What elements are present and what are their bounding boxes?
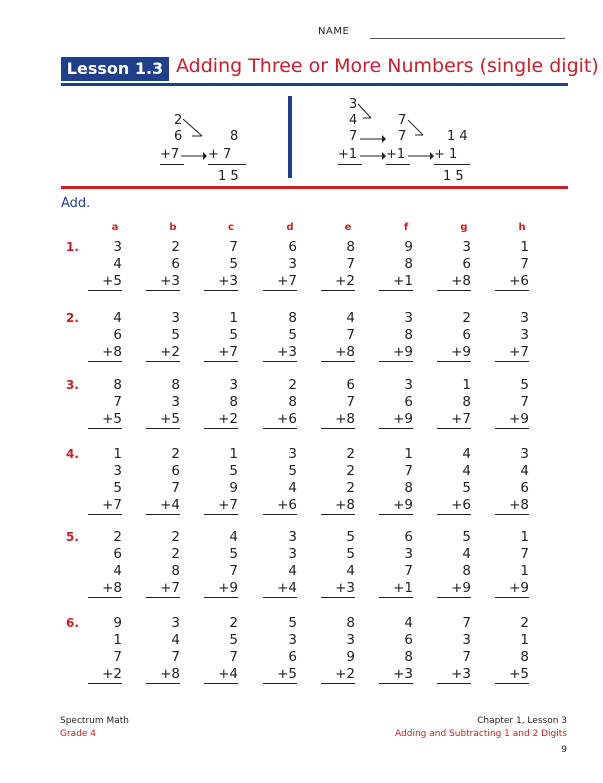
problem-addend: 3 (404, 310, 413, 326)
example-left-addend-2: 6 (174, 129, 183, 144)
row-number: 3. (66, 378, 79, 392)
problem-addend: 2 (171, 446, 180, 462)
problem-last-addend: +4 (204, 666, 238, 684)
problem-last-addend: +9 (379, 344, 413, 362)
instruction-label: Add. (61, 196, 91, 211)
problem-addend: 7 (404, 563, 413, 579)
problem-addend: 4 (288, 480, 297, 496)
problem-addend: 1 (520, 529, 529, 545)
problem-1-c (204, 239, 238, 313)
problem-4-a (88, 446, 122, 537)
answer-space[interactable] (321, 684, 355, 706)
problem-addend: 3 (288, 529, 297, 545)
problem-addend: 7 (404, 463, 413, 479)
problem-addend: 8 (404, 256, 413, 272)
problem-addend: 3 (113, 463, 122, 479)
problem-last-addend: +8 (495, 497, 529, 515)
problem-addend: 3 (288, 632, 297, 648)
problem-3-e (321, 377, 355, 451)
problem-addend: 4 (113, 310, 122, 326)
problem-addend: 3 (171, 394, 180, 410)
problem-2-a (88, 310, 122, 384)
problem-6-d (263, 615, 297, 706)
problem-last-addend: +3 (204, 273, 238, 291)
problem-addend: 5 (113, 480, 122, 496)
problem-addend: 8 (288, 310, 297, 326)
footer-publisher: Spectrum Math (60, 716, 129, 726)
problem-addend: 8 (404, 480, 413, 496)
section-rule (61, 186, 568, 189)
problem-4-g (437, 446, 471, 537)
problem-addend: 5 (462, 529, 471, 545)
problem-addend: 7 (520, 394, 529, 410)
problem-addend: 2 (288, 377, 297, 393)
problem-addend: 2 (346, 463, 355, 479)
problem-1-g (437, 239, 471, 313)
problem-6-g (437, 615, 471, 706)
problem-addend: 3 (404, 377, 413, 393)
footer-grade: Grade 4 (60, 729, 97, 739)
problem-addend: 4 (346, 310, 355, 326)
problem-last-addend: +1 (379, 273, 413, 291)
problem-addend: 3 (229, 377, 238, 393)
problem-addend: 3 (462, 239, 471, 255)
problem-6-a (88, 615, 122, 706)
problem-addend: 6 (462, 256, 471, 272)
right-arrow-icon (360, 151, 386, 161)
column-letter-b: b (169, 222, 177, 233)
problem-2-d (263, 310, 297, 384)
problem-addend: 6 (171, 463, 180, 479)
problem-addend: 3 (288, 446, 297, 462)
problem-addend: 9 (113, 615, 122, 631)
problem-2-e (321, 310, 355, 384)
column-letter-g: g (460, 222, 468, 233)
problem-5-e (321, 529, 355, 620)
footer-topic: Adding and Subtracting 1 and 2 Digits (395, 729, 567, 739)
example-right-partial-2: 7 (398, 129, 407, 144)
column-letter-e: e (344, 222, 352, 233)
problem-addend: 2 (113, 529, 122, 545)
problem-4-h (495, 446, 529, 537)
problem-5-h (495, 529, 529, 620)
problem-addend: 7 (346, 394, 355, 410)
diagonal-arrow-icon (357, 103, 387, 127)
problem-addend: 2 (520, 615, 529, 631)
row-number: 6. (66, 616, 79, 630)
problem-addend: 9 (346, 649, 355, 665)
problem-last-addend: +7 (495, 344, 529, 362)
problem-addend: 1 (404, 446, 413, 462)
row-number: 2. (66, 311, 79, 325)
problem-3-f (379, 377, 413, 451)
problem-last-addend: +3 (379, 666, 413, 684)
problem-addend: 8 (462, 394, 471, 410)
problem-last-addend: +2 (146, 344, 180, 362)
problem-addend: 8 (346, 615, 355, 631)
problem-addend: 7 (171, 480, 180, 496)
problem-last-addend: +6 (263, 411, 297, 429)
problem-2-g (437, 310, 471, 384)
problem-last-addend: +7 (204, 497, 238, 515)
problem-addend: 3 (346, 632, 355, 648)
problem-addend: 4 (229, 529, 238, 545)
example-right-partial-3: 1 4 (447, 129, 468, 144)
problem-addend: 4 (462, 446, 471, 462)
problem-last-addend: +9 (495, 580, 529, 598)
problem-last-addend: +8 (88, 344, 122, 362)
problem-addend: 4 (462, 546, 471, 562)
problem-last-addend: +9 (437, 344, 471, 362)
problem-last-addend: +2 (321, 273, 355, 291)
problem-last-addend: +8 (321, 411, 355, 429)
example-right-addend-1: 3 (349, 97, 358, 112)
problem-addend: 4 (520, 463, 529, 479)
problem-addend: 7 (346, 327, 355, 343)
problem-addend: 2 (346, 446, 355, 462)
problem-addend: 5 (171, 327, 180, 343)
answer-space[interactable] (379, 684, 413, 706)
problem-last-addend: +9 (204, 580, 238, 598)
problem-addend: 5 (288, 327, 297, 343)
problem-6-e (321, 615, 355, 706)
problem-addend: 5 (229, 546, 238, 562)
column-letter-f: f (403, 222, 409, 233)
problem-last-addend: +3 (437, 666, 471, 684)
problem-4-b (146, 446, 180, 537)
problem-5-d (263, 529, 297, 620)
problem-addend: 5 (288, 615, 297, 631)
problem-1-a (88, 239, 122, 313)
problem-addend: 1 (520, 632, 529, 648)
problem-addend: 4 (462, 463, 471, 479)
problem-addend: 2 (346, 480, 355, 496)
problem-addend: 8 (404, 327, 413, 343)
problem-addend: 4 (113, 256, 122, 272)
lesson-title: Adding Three or More Numbers (single digit) (176, 55, 599, 77)
problem-addend: 4 (404, 615, 413, 631)
example-right-underline-2 (386, 164, 410, 165)
problem-last-addend: +5 (146, 411, 180, 429)
problem-last-addend: +9 (379, 411, 413, 429)
problem-last-addend: +5 (495, 666, 529, 684)
diagonal-arrow-icon (182, 118, 212, 142)
problem-addend: 1 (229, 310, 238, 326)
problem-last-addend: +2 (88, 666, 122, 684)
problem-3-a (88, 377, 122, 451)
problem-2-b (146, 310, 180, 384)
problem-last-addend: +2 (321, 666, 355, 684)
problem-addend: 3 (113, 239, 122, 255)
problem-addend: 1 (520, 239, 529, 255)
problem-5-b (146, 529, 180, 620)
problem-last-addend: +6 (437, 497, 471, 515)
problem-5-a (88, 529, 122, 620)
problem-1-e (321, 239, 355, 313)
problem-4-e (321, 446, 355, 537)
title-rule (61, 83, 568, 86)
problem-addend: 8 (171, 563, 180, 579)
problem-6-b (146, 615, 180, 706)
problem-addend: 5 (346, 529, 355, 545)
problem-addend: 7 (520, 256, 529, 272)
problem-addend: 7 (171, 649, 180, 665)
problem-3-h (495, 377, 529, 451)
problem-addend: 3 (288, 546, 297, 562)
problem-addend: 8 (404, 649, 413, 665)
problem-addend: 5 (520, 377, 529, 393)
name-field-line[interactable] (370, 38, 565, 39)
problem-addend: 1 (229, 446, 238, 462)
problem-addend: 7 (113, 394, 122, 410)
example-right-partial-1: 7 (398, 113, 407, 128)
problem-addend: 5 (346, 546, 355, 562)
problem-addend: 6 (346, 377, 355, 393)
problem-addend: 5 (229, 463, 238, 479)
problem-addend: 6 (113, 546, 122, 562)
right-arrow-icon (408, 151, 434, 161)
problem-addend: 5 (288, 463, 297, 479)
example-right-total: 1 5 (443, 169, 464, 184)
problem-addend: 7 (346, 256, 355, 272)
row-number: 5. (66, 530, 79, 544)
example-right-underline-1 (338, 164, 362, 165)
problem-addend: 6 (404, 529, 413, 545)
problem-last-addend: +6 (263, 497, 297, 515)
problem-addend: 1 (462, 377, 471, 393)
problem-addend: 7 (229, 649, 238, 665)
problem-addend: 6 (113, 327, 122, 343)
problem-last-addend: +9 (379, 497, 413, 515)
problem-addend: 7 (462, 615, 471, 631)
example-right-addend-4: +1 (338, 147, 358, 162)
problem-addend: 7 (229, 239, 238, 255)
problem-4-c (204, 446, 238, 537)
row-number: 4. (66, 447, 79, 461)
problem-addend: 6 (520, 480, 529, 496)
row-number: 1. (66, 240, 79, 254)
problem-addend: 8 (113, 377, 122, 393)
problem-addend: 5 (229, 327, 238, 343)
problem-addend: 5 (229, 632, 238, 648)
problem-addend: 1 (113, 446, 122, 462)
example-left-underline-2 (208, 164, 246, 165)
example-left-addend-1: 2 (174, 113, 183, 128)
right-arrow-icon (360, 134, 386, 144)
problem-last-addend: +9 (437, 580, 471, 598)
column-letter-d: d (286, 222, 294, 233)
problem-last-addend: +3 (146, 273, 180, 291)
problem-last-addend: +8 (437, 273, 471, 291)
problem-addend: 3 (288, 256, 297, 272)
problem-5-f (379, 529, 413, 620)
problem-addend: 3 (404, 546, 413, 562)
example-right-addend-3: 7 (349, 129, 358, 144)
problem-last-addend: +5 (88, 411, 122, 429)
problem-addend: 3 (520, 310, 529, 326)
problem-addend: 8 (462, 563, 471, 579)
problem-addend: 1 (520, 563, 529, 579)
problem-addend: 6 (288, 239, 297, 255)
problem-last-addend: +9 (495, 411, 529, 429)
problem-last-addend: +8 (146, 666, 180, 684)
problem-last-addend: +7 (146, 580, 180, 598)
problem-5-c (204, 529, 238, 620)
example-left-addend-3: +7 (160, 147, 180, 162)
problem-3-g (437, 377, 471, 451)
problem-last-addend: +6 (495, 273, 529, 291)
problem-last-addend: +8 (88, 580, 122, 598)
problem-addend: 8 (171, 377, 180, 393)
lesson-badge: Lesson 1.3 (61, 57, 169, 81)
problem-last-addend: +7 (88, 497, 122, 515)
problem-addend: 1 (113, 632, 122, 648)
problem-last-addend: +1 (379, 580, 413, 598)
problem-addend: 6 (462, 327, 471, 343)
column-letter-h: h (518, 222, 526, 233)
problem-last-addend: +5 (263, 666, 297, 684)
problem-1-b (146, 239, 180, 313)
problem-last-addend: +7 (437, 411, 471, 429)
problem-addend: 7 (229, 563, 238, 579)
example-right-addend-2: 4 (349, 113, 358, 128)
problem-addend: 6 (404, 394, 413, 410)
name-label: NAME (318, 26, 350, 37)
problem-2-c (204, 310, 238, 384)
column-letter-c: c (228, 222, 234, 233)
problem-4-d (263, 446, 297, 537)
problem-addend: 7 (113, 649, 122, 665)
footer-chapter: Chapter 1, Lesson 3 (477, 716, 567, 726)
problem-4-f (379, 446, 413, 537)
problem-addend: 4 (288, 563, 297, 579)
example-divider (288, 96, 292, 178)
problem-last-addend: +5 (88, 273, 122, 291)
problem-addend: 2 (462, 310, 471, 326)
problem-last-addend: +2 (204, 411, 238, 429)
problem-last-addend: +7 (263, 273, 297, 291)
example-left-underline-1 (160, 164, 184, 165)
problem-last-addend: +3 (263, 344, 297, 362)
problem-last-addend: +4 (263, 580, 297, 598)
problem-addend: 8 (288, 394, 297, 410)
answer-space[interactable] (263, 684, 297, 706)
problem-6-c (204, 615, 238, 706)
answer-space[interactable] (437, 684, 471, 706)
problem-addend: 9 (404, 239, 413, 255)
problem-addend: 8 (346, 239, 355, 255)
answer-space[interactable] (146, 684, 180, 706)
example-right-partial-add: +1 (386, 147, 406, 162)
problem-addend: 6 (404, 632, 413, 648)
diagonal-arrow-icon (407, 119, 437, 143)
example-right-partial-add-2: + 1 (434, 147, 458, 162)
problem-5-g (437, 529, 471, 620)
problem-addend: 3 (171, 615, 180, 631)
problem-addend: 6 (288, 649, 297, 665)
problem-6-h (495, 615, 529, 706)
example-left-total: 1 5 (218, 169, 239, 184)
problem-6-f (379, 615, 413, 706)
problem-addend: 5 (229, 256, 238, 272)
problem-1-d (263, 239, 297, 313)
example-left-partial-add: + 7 (208, 147, 232, 162)
problem-addend: 2 (171, 239, 180, 255)
problem-addend: 2 (171, 546, 180, 562)
problem-addend: 8 (229, 394, 238, 410)
problem-3-d (263, 377, 297, 451)
right-arrow-icon (181, 151, 207, 161)
answer-space[interactable] (495, 684, 529, 706)
problem-3-c (204, 377, 238, 451)
page-number: 9 (561, 745, 567, 755)
problem-2-h (495, 310, 529, 384)
problem-addend: 8 (520, 649, 529, 665)
problem-addend: 3 (462, 632, 471, 648)
problem-1-f (379, 239, 413, 313)
answer-space[interactable] (88, 684, 122, 706)
problem-addend: 3 (520, 446, 529, 462)
example-right-underline-3 (434, 164, 470, 165)
problem-last-addend: +7 (204, 344, 238, 362)
problem-last-addend: +8 (321, 497, 355, 515)
problem-1-h (495, 239, 529, 313)
example-left-partial: 8 (230, 129, 239, 144)
problem-addend: 6 (171, 256, 180, 272)
problem-addend: 3 (520, 327, 529, 343)
problem-addend: 2 (229, 615, 238, 631)
problem-last-addend: +8 (321, 344, 355, 362)
problem-last-addend: +3 (321, 580, 355, 598)
problem-2-f (379, 310, 413, 384)
column-letter-a: a (111, 222, 119, 233)
problem-3-b (146, 377, 180, 451)
problem-addend: 7 (520, 546, 529, 562)
problem-last-addend: +4 (146, 497, 180, 515)
problem-addend: 2 (171, 529, 180, 545)
problem-addend: 7 (462, 649, 471, 665)
problem-addend: 3 (171, 310, 180, 326)
problem-addend: 9 (229, 480, 238, 496)
problem-addend: 4 (346, 563, 355, 579)
problem-addend: 4 (171, 632, 180, 648)
answer-space[interactable] (204, 684, 238, 706)
problem-addend: 4 (113, 563, 122, 579)
problem-addend: 5 (462, 480, 471, 496)
